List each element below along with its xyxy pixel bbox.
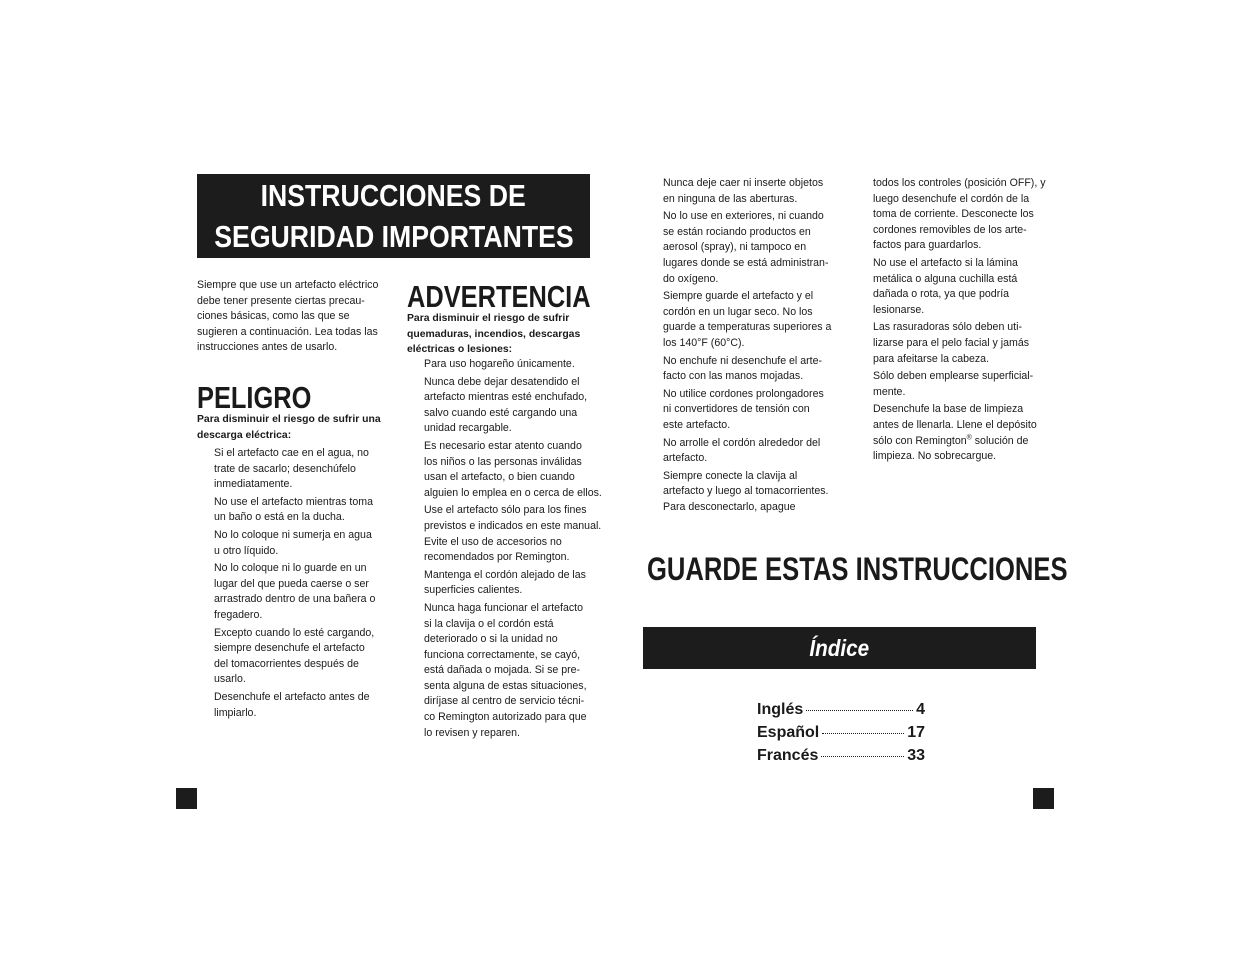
intro-line: debe tener presente ciertas precau- [197, 294, 365, 307]
list-item [214, 561, 389, 623]
list-item-line: senta alguna de estas situaciones, [424, 679, 587, 692]
list-item-line: Nunca debe dejar desatendido el [424, 375, 580, 388]
title-banner [197, 174, 590, 258]
list-item [424, 357, 604, 373]
toc-page: 33 [907, 747, 925, 764]
registered-mark: ® [966, 433, 972, 441]
save-instructions-heading: GUARDE ESTAS INSTRUCCIONES [647, 551, 1068, 587]
list-item-line: metálica o alguna cuchilla está [873, 272, 1018, 285]
title-line-1: INSTRUCCIONES DE [260, 178, 527, 213]
list-item [214, 446, 389, 493]
list-item-line: Evite el uso de accesorios no [424, 535, 562, 548]
toc-leader [821, 756, 904, 757]
list-item [663, 209, 843, 287]
intro-paragraph [197, 278, 387, 356]
table-of-contents [757, 698, 925, 767]
list-item-line: luego desenchufe el cordón de la [873, 192, 1030, 205]
list-item-line: dañada o rota, ya que podría [873, 288, 1010, 301]
toc-row[interactable] [757, 721, 925, 744]
list-item-line: superficies calientes. [424, 584, 523, 597]
toc-page: 17 [907, 724, 925, 741]
list-item-line: aerosol (spray), ni tampoco en [663, 241, 807, 254]
list-item [663, 176, 843, 207]
list-item-line: del tomacorrientes después de [214, 657, 359, 670]
index-heading: Índice [809, 634, 870, 661]
peligro-list [214, 446, 389, 723]
toc-leader [822, 733, 904, 734]
list-item [214, 690, 389, 721]
list-item-line: diríjase al centro de servicio técni- [424, 695, 585, 708]
list-item [424, 439, 604, 501]
text-run: solución de [971, 434, 1029, 447]
list-item-line: toma de corriente. Desconecte los [873, 208, 1034, 221]
toc-label: Español [757, 724, 820, 741]
toc-label: Francés [757, 747, 819, 764]
list-item-line: u otro líquido. [214, 544, 279, 557]
list-item-line: artefacto mientras esté enchufado, [424, 391, 588, 404]
list-item-line: un baño o está en la ducha. [214, 511, 345, 524]
list-item-line: co Remington autorizado para que [424, 711, 587, 724]
intro-line: sugieren a continuación. Lea todas las [197, 325, 378, 338]
list-item-line: No enchufe ni desenchufe el arte- [663, 354, 823, 367]
list-item-line: deteriorado o si la unidad no [424, 633, 558, 646]
list-item-line: inmediatamente. [214, 478, 293, 491]
list-item-line: los niños o las personas inválidas [424, 455, 582, 468]
list-item-line [873, 434, 1053, 450]
list-item [873, 320, 1053, 367]
list-item-line: los 140°F (60°C). [663, 336, 745, 349]
advertencia-sub-line: eléctricas o lesiones: [407, 344, 513, 356]
list-item [663, 436, 843, 467]
list-item [424, 503, 604, 565]
list-item-line: arrastrado dentro de una bañera o [214, 593, 376, 606]
list-item [873, 369, 1053, 400]
list-item-line: trate de sacarlo; desenchúfelo [214, 462, 356, 475]
list-item [663, 289, 843, 351]
list-item-line: facto con las manos mojadas. [663, 370, 804, 383]
list-item [873, 256, 1053, 318]
list-item [424, 375, 604, 437]
list-item-line: mente. [873, 385, 906, 398]
list-item-line: salvo cuando esté cargando una [424, 406, 578, 419]
list-item-line: funciona correctamente, se cayó, [424, 648, 581, 661]
intro-line: Siempre que use un artefacto eléctrico [197, 279, 379, 291]
list-item-line: alguien lo emplea en o cerca de ellos. [424, 486, 602, 499]
list-item-line: Siempre guarde el artefacto y el [663, 290, 814, 303]
list-item-line: Desenchufe el artefacto antes de [214, 690, 370, 703]
toc-row[interactable] [757, 744, 925, 767]
list-item-line: usarlo. [214, 673, 246, 686]
list-item-line: No use el artefacto si la lámina [873, 256, 1018, 269]
list-item-line: do oxígeno. [663, 272, 719, 285]
list-item-line: Use el artefacto sólo para los fines [424, 504, 587, 517]
registration-mark-left [176, 788, 197, 809]
list-item-line: Siempre conecte la clavija al [663, 469, 798, 482]
list-item [424, 568, 604, 599]
list-item-line: limpiarlo. [214, 706, 257, 719]
list-item [873, 176, 1053, 254]
list-item-line: lo revisen y reparen. [424, 726, 520, 739]
peligro-sub-line: descarga eléctrica: [197, 429, 292, 441]
list-item [663, 387, 843, 434]
list-item-line: fregadero. [214, 608, 263, 621]
list-item [873, 402, 1053, 464]
list-item-line: recomendados por Remington. [424, 551, 570, 564]
list-item-line: está dañada o mojada. Si se pre- [424, 664, 581, 677]
list-item-line: artefacto y luego al tomacorrientes. [663, 485, 829, 498]
list-item-line: Nunca deje caer ni inserte objetos [663, 177, 824, 189]
toc-page: 4 [916, 701, 925, 718]
peligro-sub-line: Para disminuir el riesgo de sufrir una [197, 414, 381, 425]
list-item-line: ni convertidores de tensión con [663, 403, 810, 416]
column-3-list [663, 176, 843, 517]
list-item-line: No use el artefacto mientras toma [214, 495, 373, 508]
list-item-line: No lo coloque ni sumerja en agua [214, 528, 372, 541]
advertencia-subheading [407, 311, 597, 358]
peligro-heading: PELIGRO [197, 380, 312, 415]
list-item-line: lesionarse. [873, 303, 925, 316]
toc-leader [806, 710, 913, 711]
list-item-line: artefacto. [663, 452, 708, 465]
list-item-line: No lo use en exteriores, ni cuando [663, 210, 824, 223]
list-item-line: todos los controles (posición OFF), y [873, 177, 1046, 189]
list-item-line: No lo coloque ni lo guarde en un [214, 562, 367, 575]
list-item-line: No arrolle el cordón alrededor del [663, 436, 821, 449]
list-item-line: Desenchufe la base de limpieza [873, 403, 1024, 416]
list-item-line: cordones removibles de los arte- [873, 223, 1027, 236]
toc-label: Inglés [757, 701, 804, 718]
list-item-line: lugar del que pueda caerse o ser [214, 577, 369, 590]
list-item-line: en ninguna de las aberturas. [663, 192, 798, 205]
list-item [214, 626, 389, 688]
peligro-subheading [197, 412, 387, 443]
list-item-line: Las rasuradoras sólo deben uti- [873, 321, 1022, 334]
advertencia-heading: ADVERTENCIA [407, 279, 591, 314]
list-item-line: No utilice cordones prolongadores [663, 387, 824, 400]
list-item-line: guarde a temperaturas superiores a [663, 321, 832, 334]
list-item-line: cordón en un lugar seco. No los [663, 305, 813, 318]
advertencia-sub-line: quemaduras, incendios, descargas [407, 328, 581, 340]
list-item-line: si la clavija o el cordón está [424, 617, 554, 630]
list-item-line: Para desconectarlo, apague [663, 500, 796, 513]
list-item-line: lugares donde se está administran- [663, 256, 829, 269]
list-item [214, 528, 389, 559]
list-item-line: Nunca haga funcionar el artefacto [424, 601, 584, 614]
list-item-line: para afeitarse la cabeza. [873, 352, 990, 365]
column-4-list [873, 176, 1053, 467]
registration-mark-right [1033, 788, 1054, 809]
list-item-line: este artefacto. [663, 418, 731, 431]
list-item-line: unidad recargable. [424, 422, 512, 435]
list-item-line: usan el artefacto, o bien cuando [424, 471, 575, 484]
list-item-line: lizarse para el pelo facial y jamás [873, 336, 1030, 349]
index-banner [643, 627, 1036, 669]
list-item [214, 495, 389, 526]
list-item-line: Excepto cuando lo esté cargando, [214, 626, 375, 639]
title-line-2: SEGURIDAD IMPORTANTES [213, 219, 574, 254]
text-run: sólo con Remington [873, 434, 967, 447]
list-item-line: antes de llenarla. Llene el depósito [873, 418, 1037, 431]
list-item-line: Mantenga el cordón alejado de las [424, 568, 586, 581]
list-item-line: Para uso hogareño únicamente. [424, 358, 575, 370]
list-item-line: se están rociando productos en [663, 225, 811, 238]
list-item-line: siempre desenchufe el artefacto [214, 642, 365, 655]
list-item [424, 601, 604, 741]
list-item-line: limpieza. No sobrecargue. [873, 450, 997, 463]
list-item-line: Sólo deben emplearse superficial- [873, 370, 1034, 383]
advertencia-list [424, 357, 604, 743]
intro-line: instrucciones antes de usarlo. [197, 341, 338, 354]
list-item [663, 354, 843, 385]
list-item-line: factos para guardarlos. [873, 239, 982, 252]
list-item-line: Si el artefacto cae en el agua, no [214, 447, 369, 459]
intro-line: ciones básicas, como las que se [197, 310, 350, 323]
list-item-line: previstos e indicados en este manual. [424, 519, 602, 532]
toc-row[interactable] [757, 698, 925, 721]
list-item-line: Es necesario estar atento cuando [424, 439, 582, 452]
list-item [663, 469, 843, 516]
advertencia-sub-line: Para disminuir el riesgo de sufrir [407, 313, 570, 324]
